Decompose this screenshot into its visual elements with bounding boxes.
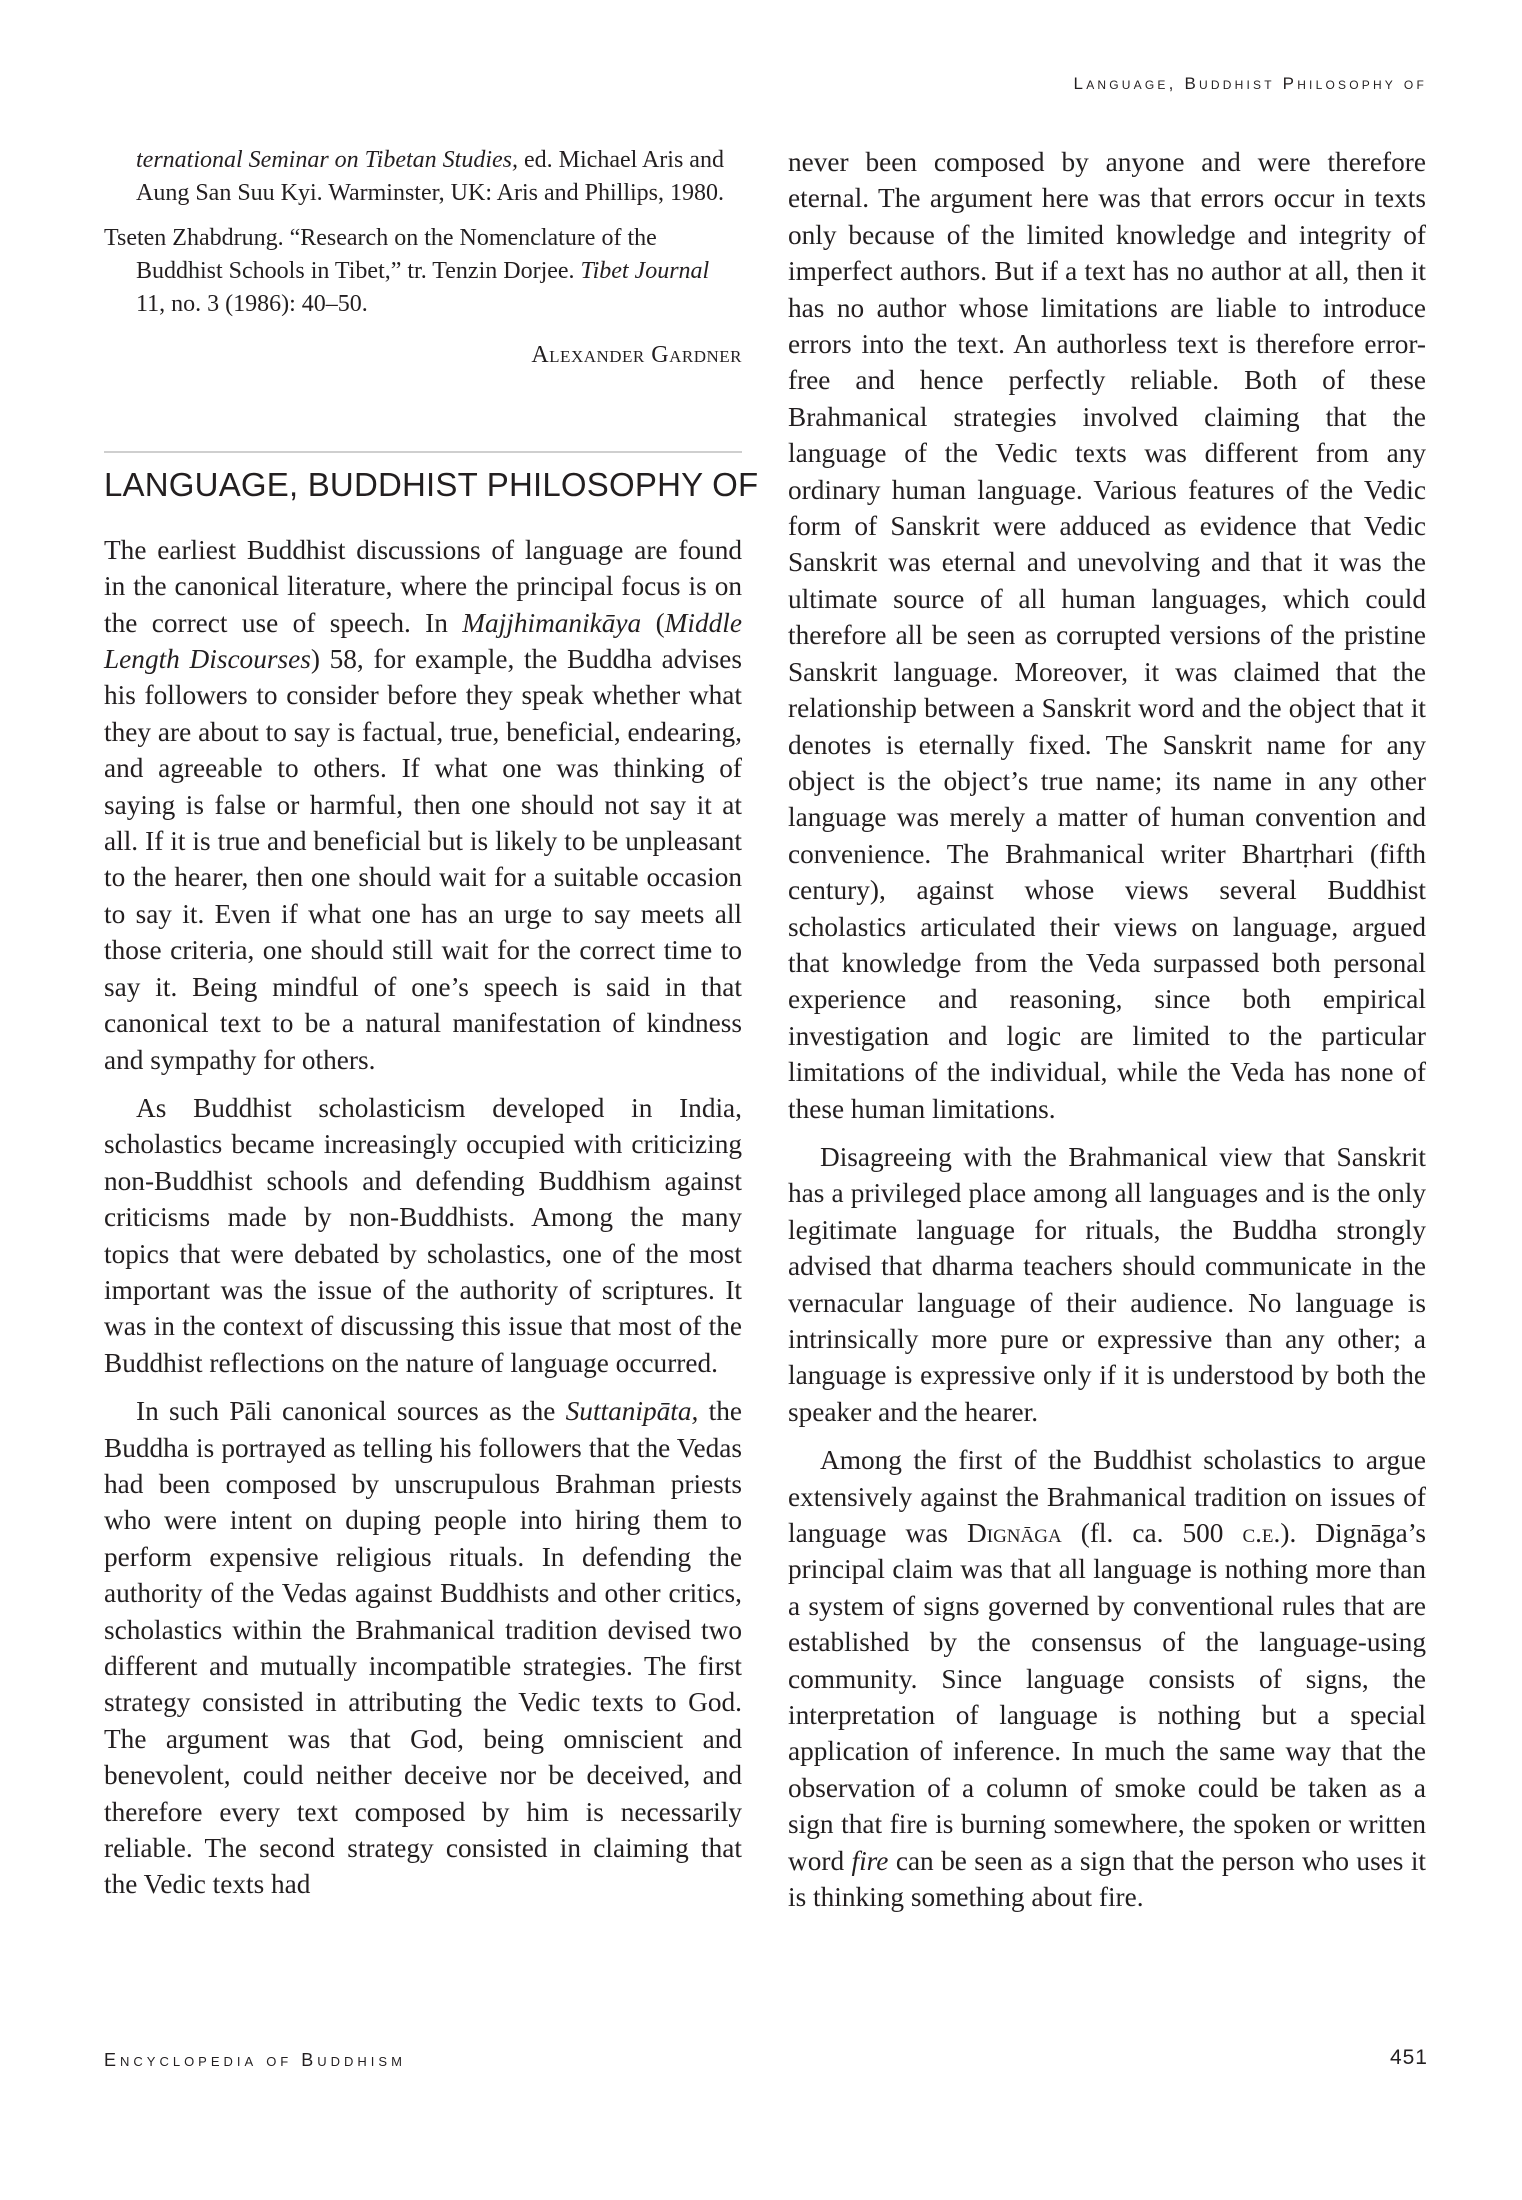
italic-text-run: fire [851, 1845, 889, 1876]
author-byline: Alexander Gardner [531, 342, 742, 368]
text-run: can be seen as a sign that the person who uses it is thinking something about fire. [788, 1845, 1426, 1913]
body-paragraph [104, 1090, 742, 1381]
body-paragraph [788, 1139, 1426, 1430]
footer-publication: Encyclopedia of Buddhism [104, 2050, 406, 2070]
text-run: ed. Michael Aris and Aung San Suu Kyi. Warminster, UK: Aris and Phillips, 1980. [136, 147, 724, 206]
text-run: Among the first of the Buddhist scholastics to argue extensively against the Brahmanical tradition on issues of language was [788, 1445, 1426, 1549]
italic-text-run: Suttanipāta, [565, 1396, 699, 1427]
italic-text-run: Tibet Journal [580, 258, 710, 284]
text-run: (fl. ca. 500 [1061, 1518, 1243, 1549]
body-paragraph [788, 144, 1426, 1127]
small-caps-text-run: c.e. [1242, 1518, 1281, 1549]
bibliography [104, 144, 742, 321]
body-paragraph [104, 532, 742, 1078]
text-run: As Buddhist scholasticism developed in India, scholastics became increasingly occupied with criticizing non-Buddhist schools and defending Buddhism against criticisms made by non-Buddhists. Among the many topics that were debated by scholastics, one of the most important was the issue of the authority of scriptures. It was in the context of discussing this issue that most of the Buddhist reflections on the nature of language occurred. [104, 1092, 742, 1378]
text-run: ) 58, for example, the Buddha advises his followers to consider before they speak whether what they are about to say is factual, true, beneficial, endearing, and agreeable to others. If what one was thinking of saying is false or harmful, then one should not say it at all. If it is true and beneficial but is likely to be unpleasant to the hearer, then one should wait for a suitable occasion to say it. Even if what one has an urge to say meets all those criteria, one should still wait for the correct time to say it. Being mindful of one’s speech is said in that canonical text to be a natural manifestation of kindness and sympathy for others. [104, 644, 742, 1075]
text-run: ( [641, 607, 665, 638]
italic-text-run: ternational Seminar on Tibetan Studies, [136, 147, 518, 173]
text-run: 11, no. 3 (1986): 40–50. [136, 291, 368, 317]
text-run: In such Pāli canonical sources as the [136, 1396, 566, 1427]
running-head: Language, Buddhist Philosophy of [1073, 74, 1427, 93]
page-number: 451 [1389, 2046, 1428, 2069]
body-paragraph [104, 1393, 742, 1903]
left-column [104, 144, 759, 1915]
italic-text-run: Middle Length Discourses [104, 607, 742, 675]
right-column [788, 144, 1426, 1928]
bibliography-entry [104, 144, 742, 210]
text-run: never been composed by anyone and were therefore eternal. The argument here was that errors occur in texts only because of the limited knowledge and integrity of imperfect authors. But if a text has no author at all, then it has no author whose limitations are liable to introduce errors into the text. An authorless text is therefore error-free and hence perfectly reliable. Both of these Brahmanical strategies involved claiming that the language of the Vedic texts was different from any ordinary human language. Various features of the Vedic form of Sanskrit were adduced as evidence that Vedic Sanskrit was eternal and unevolving and that it was the ultimate source of all human languages, which could therefore all be seen as corrupted versions of the pristine Sanskrit language. Moreover, it was claimed that the relationship between a Sanskrit word and the object that it denotes is eternally fixed. The Sanskrit name for any object is the object’s true name; its name in any other language was merely a matter of human convention and convenience. The Brahmanical writer Bhartṛhari (fifth century), against whose views several Buddhist scholastics articulated their views on language, argued that knowledge from the Veda surpassed both personal experience and reasoning, since both empirical investigation and logic are limited to the particular limitations of the individual, while the Veda has none of these human limitations. [788, 147, 1426, 1124]
left-body [104, 532, 742, 1903]
text-run: Disagreeing with the Brahmanical view that Sanskrit has a privileged place among all languages and is the only legitimate language for rituals, the Buddha strongly advised that dharma teachers should communicate in the vernacular language of their audience. No language is intrinsically more pure or expressive than any other; a language is expressive only if it is understood by both the speaker and the hearer. [788, 1141, 1426, 1427]
right-body [788, 144, 1426, 1916]
text-run: ). Dignāga’s principal claim was that all language is nothing more than a system of signs governed by conventional rules that are established by the consensus of the language-using community. Since language consists of signs, the interpretation of language is nothing but a special application of inference. In much the same way that the observation of a column of smoke could be taken as a sign that fire is burning somewhere, the spoken or written word [788, 1518, 1427, 1876]
italic-text-run: Majjhimanikāya [462, 607, 642, 638]
body-paragraph [788, 1442, 1426, 1915]
text-run: the Buddha is portrayed as telling his followers that the Vedas had been composed by unscrupulous Brahman priests who were intent on duping people into hiring them to perform expensive religious rituals. In defending the authority of the Vedas against Buddhists and other critics, scholastics within the Brahmanical tradition devised two different and mutually incompatible strategies. The first strategy consisted in attributing the Vedic texts to God. The argument was that God, being omniscient and benevolent, could neither deceive nor be deceived, and therefore every text composed by him is necessarily reliable. The second strategy consisted in claiming that the Vedic texts had [104, 1396, 742, 1900]
section-divider [104, 451, 742, 453]
text-run: The earliest Buddhist discussions of language are found in the canonical literature, where the principal focus is on the correct use of speech. In [104, 534, 742, 638]
text-run: Tseten Zhabdrung. “Research on the Nomenclature of the Buddhist Schools in Tibet,” tr. Tenzin Dorjee. [104, 225, 657, 284]
bibliography-entry [104, 222, 742, 321]
small-caps-text-run: Dignāga [967, 1518, 1062, 1549]
entry-title: LANGUAGE, BUDDHIST PHILOSOPHY OF [104, 466, 759, 504]
